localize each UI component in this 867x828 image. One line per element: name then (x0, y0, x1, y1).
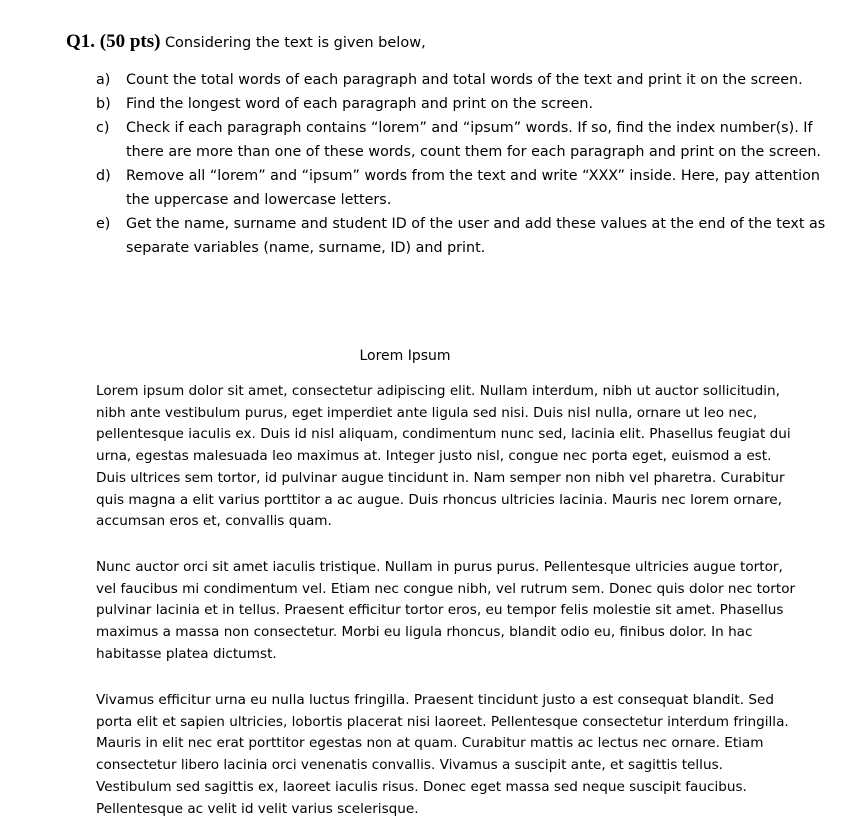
task-item-b (96, 92, 836, 116)
task-text: Check if each paragraph contains “lorem” and “ipsum” words. If so, find the index number(s). If there are more than one of these words, count them for each paragraph and print on the screen. (126, 120, 821, 160)
task-text: Count the total words of each paragraph and total words of the text and print it on the screen. (126, 72, 803, 88)
task-letter: d) (96, 168, 111, 184)
task-item-a (96, 68, 836, 92)
paragraph-3: Vivamus efficitur urna eu nulla luctus fringilla. Praesent tincidunt justo a est consequat blandit. Sed porta elit et sapien ultricies, lobortis placerat nisi laoreet. Pellentesque consectetur interdum fringilla. Mauris in elit nec erat porttitor egestas non at quam. Curabitur mattis ac lectus nec ornare. Etiam consectetur libero lacinia orci venenatis convallis. Vivamus a suscipit ante, et sagittis tellus. Vestibulum sed sagittis ex, laoreet iaculis risus. Donec eget massa sed neque suscipit faucibus. Pellentesque ac velit id velit varius scelerisque. (96, 692, 789, 817)
task-list (96, 68, 836, 260)
question-intro: Considering the text is given below, (164, 35, 426, 51)
task-text: Get the name, surname and student ID of the user and add these values at the end of the text as separate variables (name, surname, ID) and print. (126, 216, 826, 256)
task-text: Find the longest word of each paragraph and print on the screen. (126, 96, 594, 112)
task-letter: e) (96, 216, 111, 232)
question-header (66, 31, 426, 54)
question-number: Q1. (50 pts) (66, 31, 161, 52)
task-letter: c) (96, 120, 110, 136)
task-letter: a) (96, 72, 111, 88)
task-text: Remove all “lorem” and “ipsum” words from the text and write “XXX” inside. Here, pay attention the uppercase and lowercase letters. (126, 168, 820, 208)
task-letter: b) (96, 96, 111, 112)
task-item-d (96, 164, 836, 212)
paragraph-2: Nunc auctor orci sit amet iaculis tristique. Nullam in purus purus. Pellentesque ultricies augue tortor, vel faucibus mi condimentum vel. Etiam nec congue nibh, vel rutrum sem. Donec quis dolor nec tortor pulvinar lacinia et in tellus. Praesent efficitur tortor eros, eu tempor felis molestie sit amet. Phasellus maximus a massa non consectetur. Morbi eu ligula rhoncus, blandit odio eu, finibus dolor. In hac habitasse platea dictumst. (96, 559, 796, 662)
task-item-e (96, 212, 836, 260)
paragraph-1: Lorem ipsum dolor sit amet, consectetur adipiscing elit. Nullam interdum, nibh ut auctor sollicitudin, nibh ante vestibulum purus, eget imperdiet ante ligula sed nisi. Duis nisl nulla, ornare ut leo nec, pellentesque iaculis ex. Duis id nisl aliquam, condimentum nunc sed, lacinia elit. Phasellus feugiat dui urna, egestas malesuada leo maximus at. Integer justo nisl, congue nec porta eget, euismod a est. Duis ultrices sem tortor, id pulvinar augue tincidunt in. Nam semper non nibh vel pharetra. Curabitur quis magna a elit varius porttitor a ac augue. Duis rhoncus ultricies lacinia. Mauris nec lorem ornare, accumsan eros et, convallis quam. (96, 383, 791, 530)
task-item-c (96, 116, 836, 164)
text-title: Lorem Ipsum (359, 348, 451, 364)
